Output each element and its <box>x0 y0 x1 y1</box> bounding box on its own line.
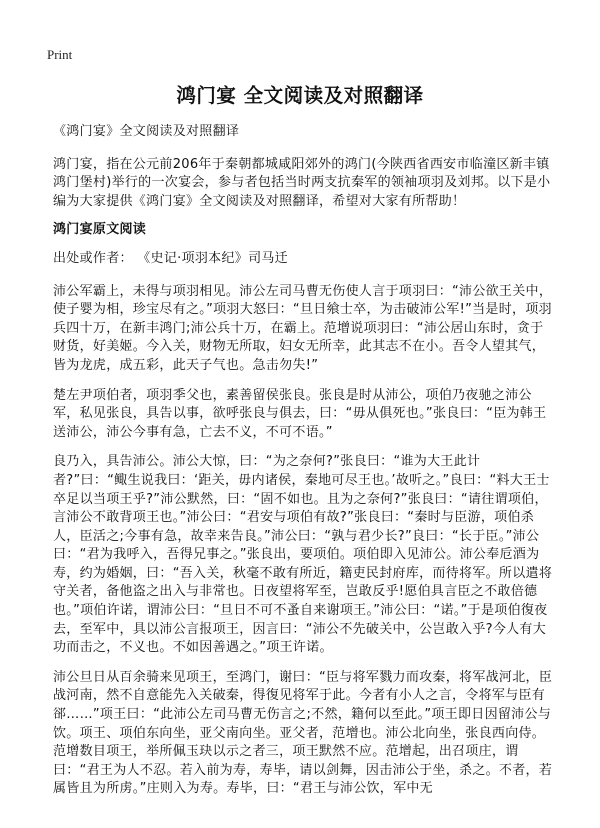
text-paragraph: 沛公旦日从百余骑来见项王，至鸿门，谢曰：“臣与将军戮力而攻秦，将军战河北，臣战河南，然不自意能先入关破秦，得復见将军于此。今者有小人之言，令将军与臣有郤……”项王曰：“此沛公左司马曹无伤言之;不然，籍何以至此。”项王即日因留沛公与饮。项王、项伯东向坐，亚父南向坐。亚父者，范增也。沛公北向坐，张良西向侍。范增数目项王，举所佩玉玦以示之者三，项王默然不应。范增起，出召项庄，谓曰：“君王为人不忍。若入前为寿，寿毕，请以剑舞，因击沛公于坐，杀之。不者，若属皆且为所虏。”庄则入为寿。寿毕，曰：“君王与沛公饮，军中无 <box>53 669 553 797</box>
print-link[interactable]: Print <box>47 47 73 62</box>
intro-paragraph: 鸿门宴，指在公元前206年于秦朝都城咸阳郊外的鸿门(今陕西省西安市临潼区新丰镇鸿门堡村)举行的一次宴会，参与者包括当时两支抗秦军的领袖项羽及刘邦。以下是小编为大家提供《鸿门宴》全文阅读及对照翻译，希望对大家有所帮助！ <box>53 156 551 209</box>
text-paragraph: 楚左尹项伯者，项羽季父也，素善留侯张良。张良是时从沛公，项伯乃夜驰之沛公军，私见张良，具告以事，欲呼张良与俱去，曰：“毋从俱死也。”张良曰：“臣为韩王送沛公，沛公今事有急，亡去不义，不可不语。” <box>53 387 547 440</box>
text-paragraph: 沛公军霸上，未得与项羽相见。沛公左司马曹无伤使人言于项羽曰：“沛公欲王关中，使子婴为相，珍宝尽有之。”项羽大怒曰：“旦日飨士卒，为击破沛公军!”当是时，项羽兵四十万，在新丰鸿门;沛公兵十万，在霸上。范增说项羽曰：“沛公居山东时，贪于财货，好美姬。今入关，财物无所取，妇女无所幸，此其志不在小。吾令人望其气，皆为龙虎，成五彩，此天子气也。急击勿失!” <box>53 283 553 373</box>
section-heading: 鸿门宴原文阅读 <box>53 222 147 238</box>
source-line: 出处或作者： 《史记·项羽本纪》司马迁 <box>53 250 288 266</box>
page-title: 鸿门宴 全文阅读及对照翻译 <box>176 84 424 107</box>
article-body <box>53 123 553 810</box>
text-paragraph: 良乃入，具告沛公。沛公大惊，曰：“为之奈何?”张良曰：“谁为大王此计者?”曰：“鲰生说我曰：‘距关，毋内诸侯，秦地可尽王也。’故听之。”良曰：“料大王士卒足以当项王乎?”沛公默然，曰：“固不如也。且为之奈何?”张良曰：“请往谓项伯，言沛公不敢背项王也。”沛公曰：“君安与项伯有故?”张良曰：“秦时与臣游，项伯杀人，臣活之;今事有急，故幸来告良。”沛公曰：“孰与君少长?”良曰：“长于臣。”沛公曰：“君为我呼入，吾得兄事之。”张良出，要项伯。项伯即入见沛公。沛公奉卮酒为寿，约为婚姻，曰：“吾入关，秋毫不敢有所近，籍吏民封府库，而待将军。所以遣将守关者，备他盗之出入与非常也。日夜望将军至，岂敢反乎!愿伯具言臣之不敢倍德也。”项伯许诺，谓沛公曰：“旦日不可不蚤自来谢项王。”沛公曰：“诺。”于是项伯復夜去，至军中，具以沛公言报项王，因言曰：“沛公不先破关中，公岂敢入乎?今人有大功而击之，不义也。不如因善遇之。”项王许诺。 <box>53 454 553 656</box>
article-subtitle: 《鸿门宴》全文阅读及对照翻译 <box>53 124 240 139</box>
